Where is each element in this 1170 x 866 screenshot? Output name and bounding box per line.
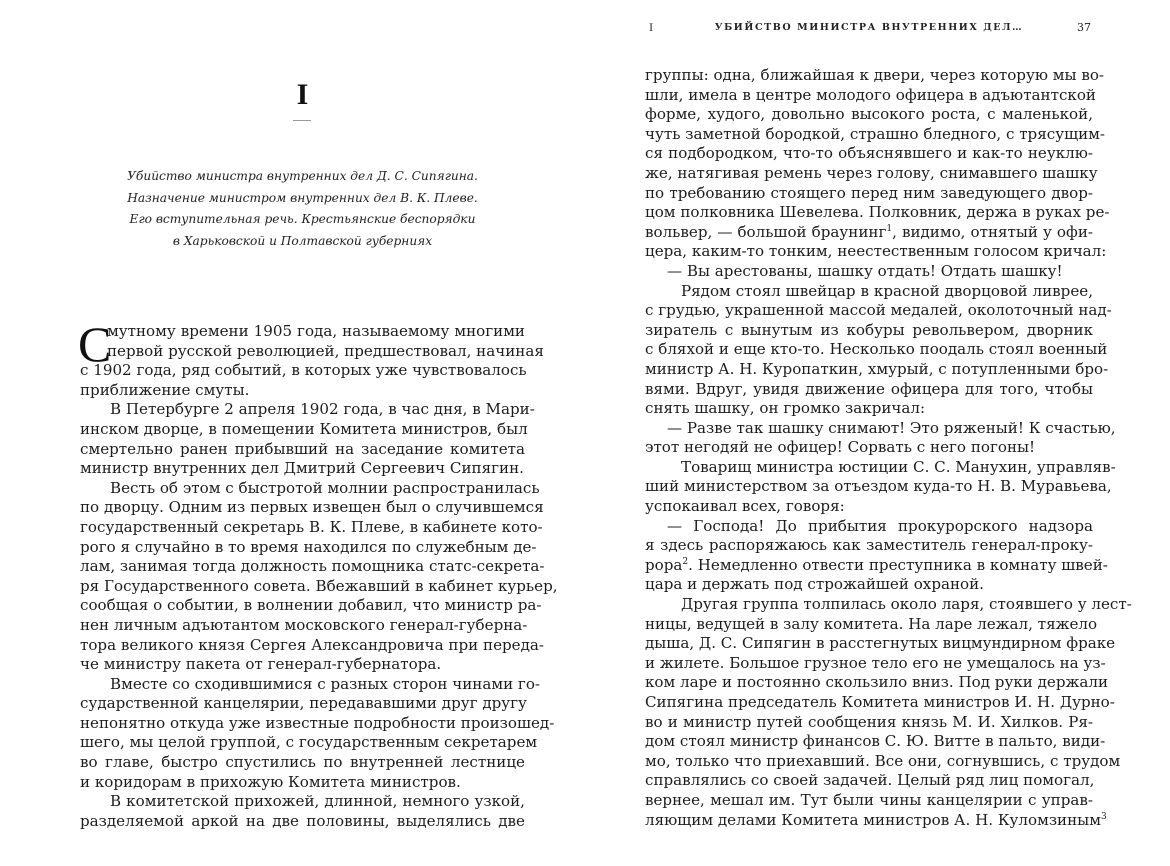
- text-line: Весть об этом с быстротой молнии распространилась: [110, 478, 540, 497]
- text-line: смертельно ранен прибывший на заседание комитета: [80, 439, 525, 458]
- text-line: государственный секретарь В. К. Плеве, в кабинете кото-: [80, 517, 543, 536]
- text-line: мо, только что приехавший. Все они, согнувшись, с трудом: [645, 751, 1121, 770]
- text-line-with-footnote: [645, 810, 1107, 831]
- text-line: же, натягивая ремень через голову, снимавшего шашку: [645, 163, 1098, 182]
- text-line: Вместе со сходившимися с разных сторон чинами го-: [110, 674, 541, 693]
- text-line: группы: одна, ближайшая к двери, через которую мы во-: [645, 66, 1105, 84]
- drop-cap: С: [78, 316, 112, 372]
- summary-line: в Харьковской и Полтавской губерниях: [172, 233, 433, 248]
- text-line: вернее, мешал им. Тут были чины канцелярии с управ-: [645, 790, 1093, 809]
- text-line: чуть заметной бородкой, страшно бледного, с трясущим-: [645, 124, 1106, 143]
- text-line: сударственной канцелярии, передававшими друг другу: [80, 694, 527, 713]
- text-line: Сипягина председатель Комитета министров И. Н. Дурно-: [645, 693, 1115, 711]
- text-line: В комитетской прихожей, длинной, немного узкой,: [110, 792, 525, 811]
- text-line: снять шашку, он громко закричал:: [645, 399, 926, 418]
- text-line: дыша, Д. С. Сипягин в расстегнутых вицмундирном фраке: [645, 634, 1116, 653]
- footnote-mark[interactable]: 1: [886, 223, 893, 234]
- text-line: по дворцу. Одним из первых извещен был о случившемся: [80, 498, 544, 517]
- text-line: непонятно откуда уже известные подробности произошед-: [80, 713, 555, 732]
- text-line: цом полковника Шевелева. Полковник, держа в руках ре-: [645, 203, 1110, 222]
- text-line: че министру пакета от генерал-губернатора.: [80, 655, 442, 674]
- text-line: с бляхой и еще кто-то. Несколько поодаль стоял военный: [645, 340, 1108, 359]
- running-header-title: УБИЙСТВО МИНИСТРА ВНУТРЕННИХ ДЕЛ…: [714, 22, 1024, 33]
- chapter-summary: [80, 166, 525, 252]
- text-line: с грудью, украшенной массой медалей, околоточный над-: [645, 301, 1112, 320]
- dialogue-line: — Вы арестованы, шашку отдать! Отдать шашку!: [667, 261, 1063, 280]
- text-line: этот негодяй не офицер! Сорвать с него погоны!: [645, 438, 1036, 457]
- text-line: справлялись со своей задачей. Целый ряд лиц помогал,: [645, 771, 1095, 790]
- text-line: и жилете. Большое грузное тело его не умещалось на уз-: [645, 653, 1106, 672]
- summary-line: Назначение министром внутренних дел В. К. Плеве.: [127, 190, 478, 205]
- text-line: цера, каким-то тонким, неестественным голосом кричал:: [645, 242, 1107, 261]
- footnote-mark[interactable]: 2: [682, 556, 689, 567]
- text-line: Товарищ министра юстиции С. С. Манухин, управляв-: [681, 457, 1116, 476]
- text-line: мутному времени 1905 года, называемому многими: [107, 322, 525, 340]
- text-line: рого я случайно в то время находился по служебным де-: [80, 537, 537, 556]
- footnote-mark[interactable]: 3: [1100, 811, 1107, 822]
- text-fragment: вольвер, — большой браунинг: [645, 222, 887, 241]
- text-line-with-footnote: [645, 555, 1108, 576]
- text-line: Другая группа толпилась около ларя, стоявшего у лест-: [681, 595, 1132, 614]
- summary-line: Его вступительная речь. Крестьянские беспорядки: [129, 212, 476, 226]
- running-header-section: I: [649, 22, 654, 34]
- text-line: я здесь распоряжаюсь как заместитель генерал-проку-: [645, 536, 1093, 555]
- text-line: ся подбородком, что-то объяснявшего и как-то неуклю-: [645, 144, 1093, 163]
- text-line: с 1902 года, ряд событий, в которых уже чувствовалось: [80, 361, 527, 380]
- text-line: дом стоял министр финансов С. Ю. Витте в пальто, види-: [645, 732, 1106, 751]
- text-line: успокаивал всех, говоря:: [645, 497, 845, 516]
- summary-line: Убийство министра внутренних дел Д. С. Сипягина.: [127, 169, 478, 183]
- text-line: шли, имела в центре молодого офицера в адъютантской: [645, 85, 1096, 104]
- text-line: сообщая о событии, в волнении добавил, что министр ра-: [80, 596, 542, 615]
- text-line: во и министр путей сообщения князь М. И. Хилков. Ря-: [645, 712, 1093, 731]
- text-line: лам, занимая тогда должность помощника статс-секрета-: [80, 557, 545, 576]
- text-line: и коридорам в прихожую Комитета министров.: [80, 772, 461, 791]
- text-fragment: . Немедленно отвести преступника в комнату швей-: [688, 555, 1108, 574]
- text-line: по требованию стоящего перед ним заведующего двор-: [645, 183, 1093, 202]
- text-line: тора великого князя Сергея Александровича при переда-: [80, 635, 544, 654]
- text-line: во главе, быстро спустились по внутренней лестнице: [80, 753, 525, 772]
- text-fragment: , видимо, отнятый у офи-: [892, 222, 1093, 241]
- text-line: приближение смуты.: [80, 380, 250, 399]
- text-line-with-footnote: [645, 223, 1093, 243]
- text-line: Рядом стоял швейцар в красной дворцовой ливрее,: [681, 281, 1093, 300]
- text-line: ницы, ведущей в залу комитета. На ларе лежал, тяжело: [645, 614, 1098, 633]
- text-line: цара и держать под строжайшей охраной.: [645, 575, 984, 594]
- text-line: ря Государственного совета. Вбежавший в кабинет курьер,: [80, 576, 558, 595]
- chapter-divider: [293, 120, 311, 121]
- text-line: зиратель с вынутым из кобуры револьвером, дворник: [645, 320, 1093, 339]
- text-line: вями. Вдруг, увидя движение офицера для того, чтобы: [645, 379, 1093, 398]
- dialogue-line: — Разве так шашку снимают! Это ряженый! К счастью,: [667, 418, 1116, 437]
- text-line: шего, мы целой группой, с государственным секретарем: [80, 733, 538, 752]
- text-line: форме, худого, довольно высокого роста, с маленькой,: [645, 105, 1093, 124]
- running-header: [645, 20, 1093, 40]
- text-line: ком ларе и постоянно скользило вниз. Под руки держали: [645, 673, 1109, 692]
- right-body-text: [645, 66, 1132, 830]
- text-line: инском дворце, в помещении Комитета министров, был: [80, 419, 528, 438]
- text-fragment: рора: [645, 555, 683, 574]
- text-line: В Петербурге 2 апреля 1902 года, в час дня, в Мари-: [110, 400, 535, 419]
- text-line: министр внутренних дел Дмитрий Сергеевич Сипягин.: [80, 459, 524, 478]
- text-fragment: ляющим делами Комитета министров А. Н. Куломзиным: [645, 810, 1101, 829]
- chapter-number: I: [296, 78, 309, 111]
- text-line: разделяемой аркой на две половины, выделялись две: [80, 811, 525, 830]
- text-line: первой русской революцией, предшествовал, начиная: [107, 341, 544, 360]
- text-line: министр А. Н. Куропаткин, хмурый, с потупленными бро-: [645, 359, 1109, 378]
- text-line: нен личным адъютантом московского генерал-губерна-: [80, 615, 528, 634]
- first-paragraph: [78, 316, 544, 400]
- page-number: 37: [1077, 21, 1091, 34]
- left-body-text: [78, 316, 558, 831]
- dialogue-line: — Господа! До прибытия прокурорского надзора: [667, 516, 1093, 535]
- text-line: ший министерством за отъездом куда-то Н. В. Муравьева,: [645, 477, 1112, 496]
